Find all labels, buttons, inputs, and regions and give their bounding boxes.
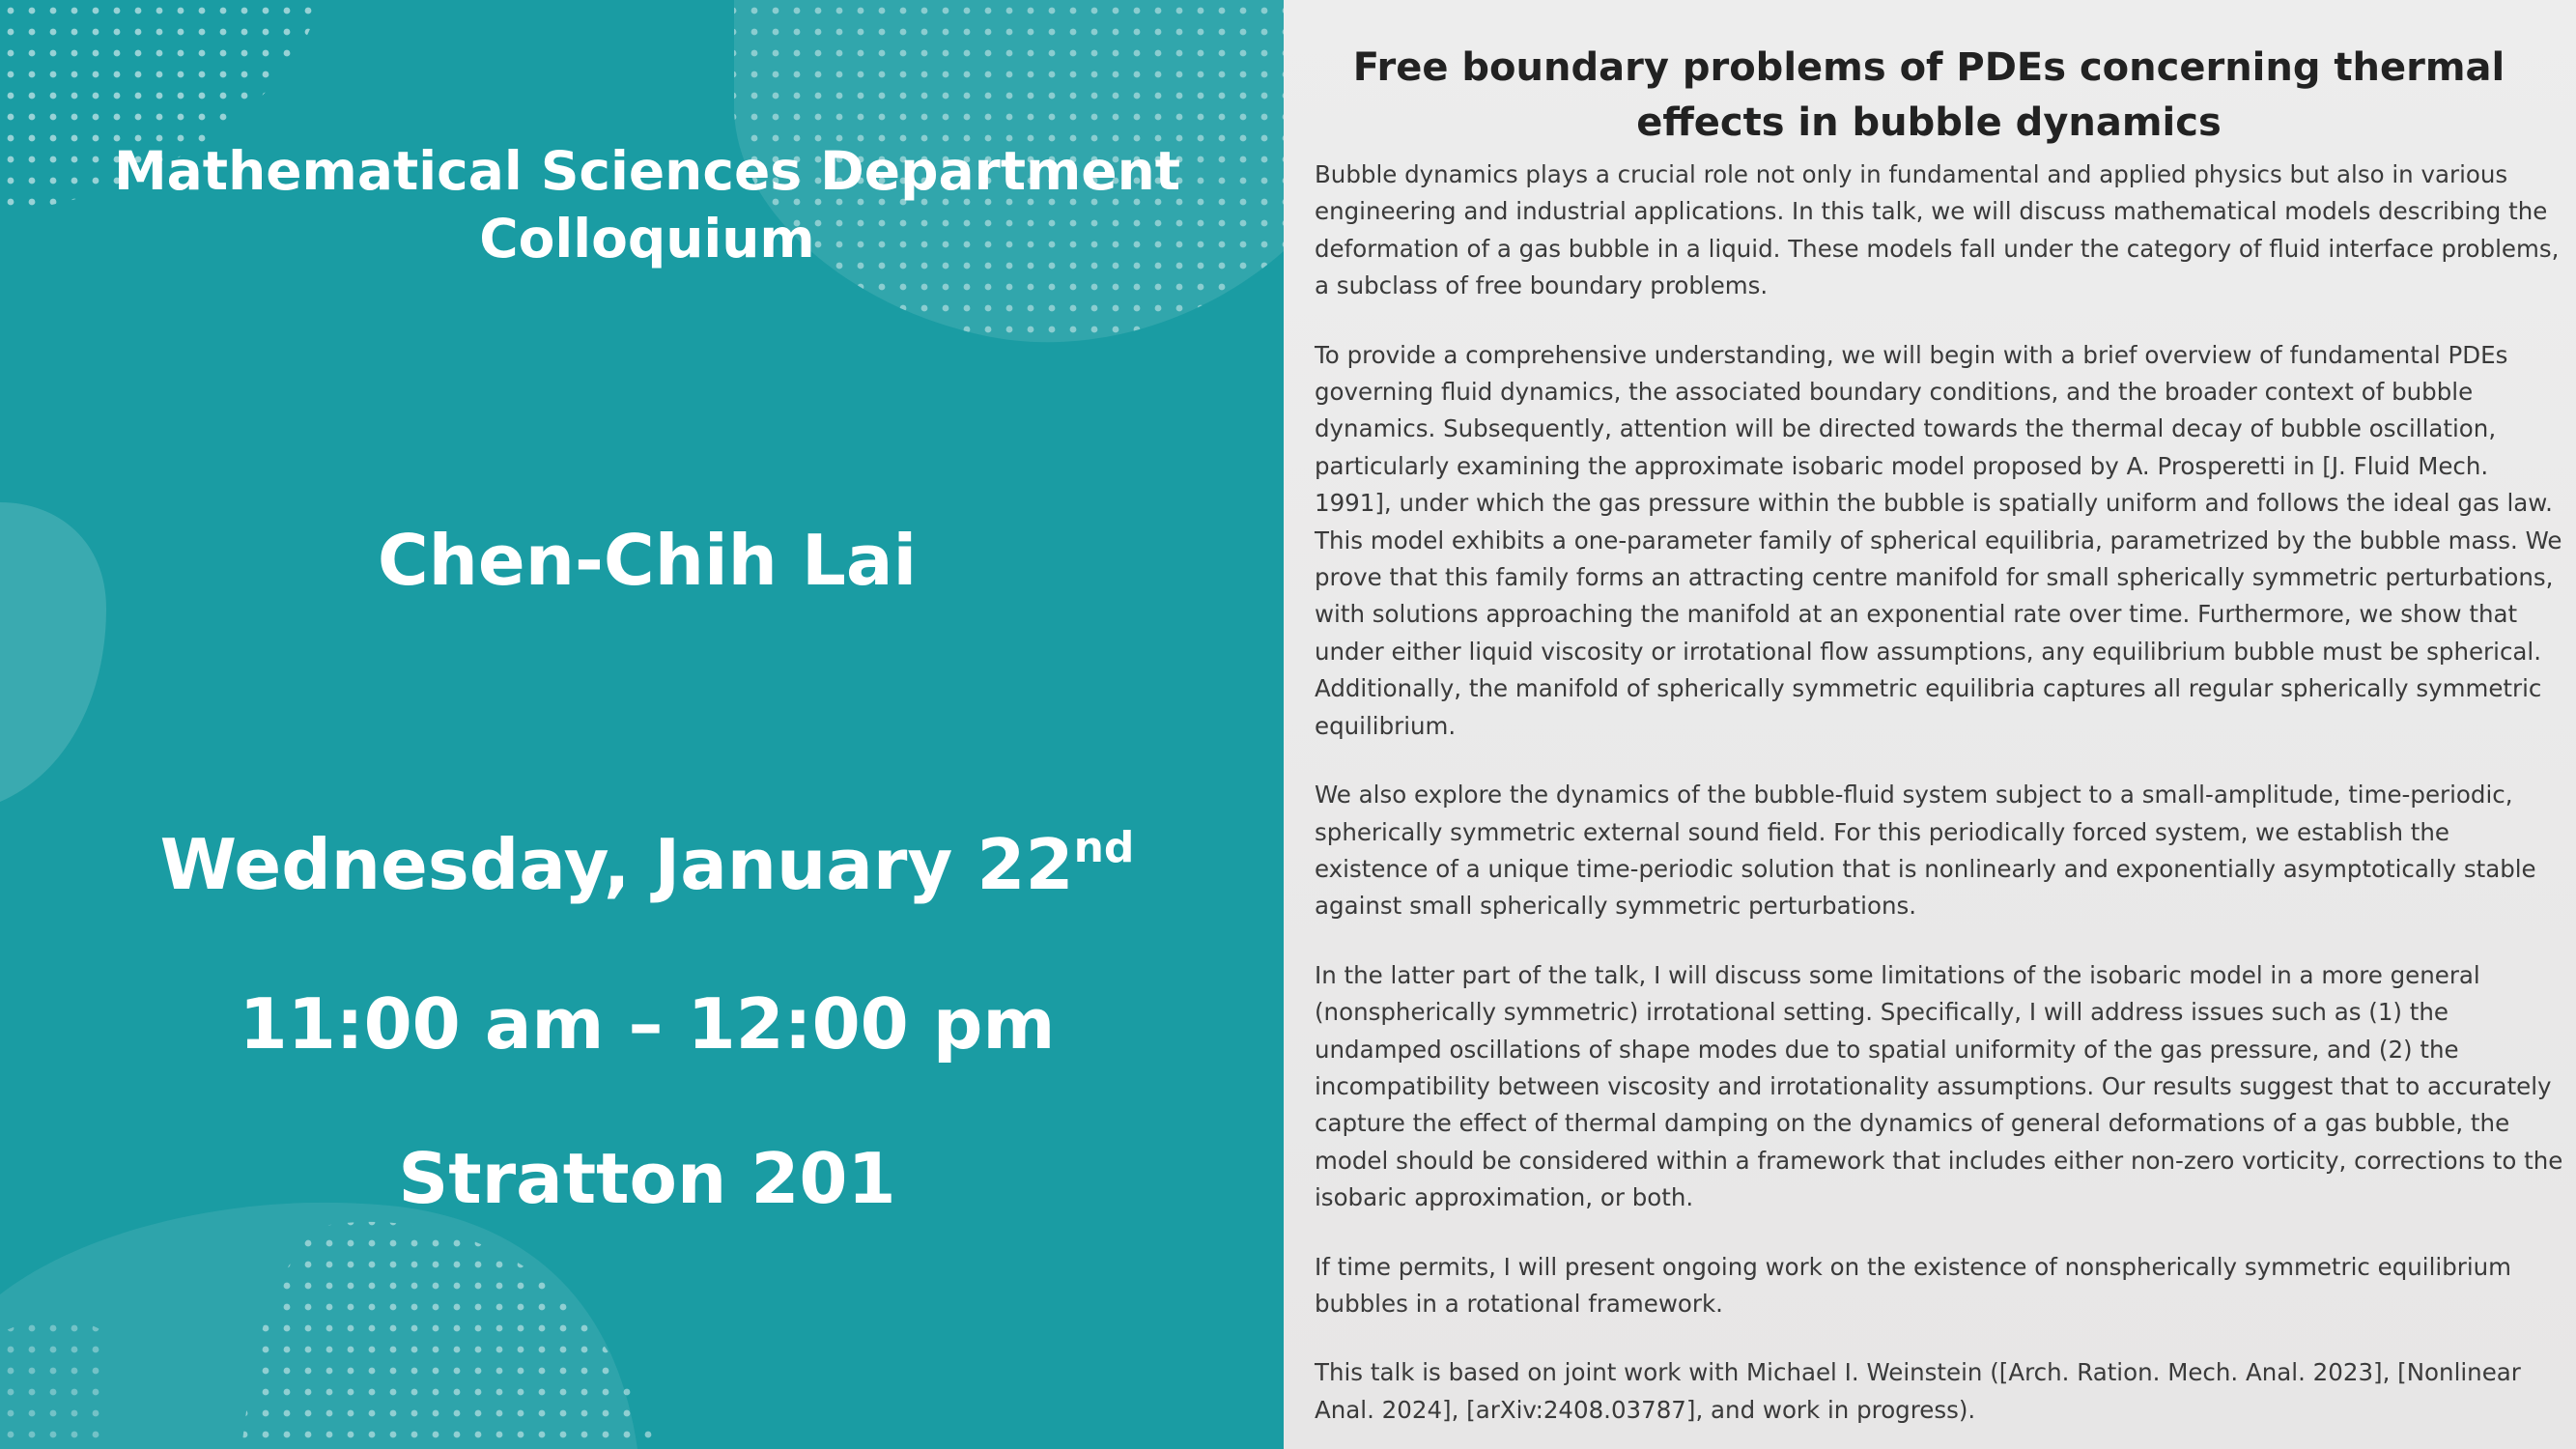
abstract-paragraph: This talk is based on joint work with Michael I. Weinstein ([Arch. Ration. Mech. Anal. 2023], [Nonlinear Anal. 2024], [arXiv:2408.03787], and work in progress).	[1315, 1358, 2521, 1424]
event-date-suffix: nd	[1073, 823, 1135, 872]
abstract-paragraph: We also explore the dynamics of the bubble-fluid system subject to a small-amplitude, time-periodic, spherically symmetric external sound field. For this periodically forced system, we establish the existence of a unique time-periodic solution that is nonlinearly and exponentially asymptotically stable against small spherically symmetric perturbations.	[1315, 781, 2536, 921]
event-time: 11:00 am – 12:00 pm	[239, 983, 1056, 1065]
talk-title: Free boundary problems of PDEs concerning thermal effects in bubble dynamics	[1352, 45, 2505, 145]
abstract-paragraph: If time permits, I will present ongoing work on the existence of nonspherically symmetric equilibrium bubbles in a rotational framework.	[1315, 1252, 2512, 1318]
event-date-main: Wednesday, January 22	[159, 824, 1074, 905]
event-info-panel	[0, 0, 1284, 1449]
abstract-paragraph: In the latter part of the talk, I will discuss some limitations of the isobaric model in a more general (nonspherically symmetric) irrotational setting. Specifically, I will address issues such as (1) the undamped oscillations of shape modes due to spatial uniformity of the gas pressure, and (2) the incompatibility between viscosity and irrotationality assumptions. Our results suggest that to accurately capture the effect of thermal damping on the dynamics of general deformations of a gas bubble, the model should be considered within a framework that includes either non-zero vorticity, corrections to the isobaric approximation, or both.	[1315, 960, 2563, 1212]
event-date	[0, 821, 1284, 908]
abstract-body	[1315, 156, 2570, 1449]
abstract-panel	[1284, 0, 2576, 1449]
event-location: Stratton 201	[398, 1138, 896, 1219]
abstract-paragraph: To provide a comprehensive understanding, we will begin with a brief overview of fundamental PDEs governing fluid dynamics, the associated boundary conditions, and the broader context of bubble dynamics. Subsequently, attention will be directed towards the thermal decay of bubble oscillation, particularly examining the approximate isobaric model proposed by A. Prosperetti in [J. Fluid Mech. 1991], under which the gas pressure within the bubble is spatially uniform and follows the ideal gas law. This model exhibits a one-parameter family of spherical equilibria, parametrized by the bubble mass. We prove that this family forms an attracting centre manifold for small spherically symmetric perturbations, with solutions approaching the manifold at an exponential rate over time. Furthermore, we show that under either liquid viscosity or irrotational flow assumptions, any equilibrium bubble must be spherical. Additionally, the manifold of spherically symmetric equilibria captures all regular spherically symmetric equilibrium.	[1315, 340, 2562, 740]
department-heading: Mathematical Sciences Department Colloquium	[113, 140, 1181, 270]
abstract-paragraph: Bubble dynamics plays a crucial role not only in fundamental and applied physics but also in various engineering and industrial applications. In this talk, we will discuss mathematical models describing the deformation of a gas bubble in a liquid. These models fall under the category of fluid interface problems, a subclass of free boundary problems.	[1315, 160, 2560, 300]
speaker-name: Chen-Chih Lai	[377, 520, 918, 601]
